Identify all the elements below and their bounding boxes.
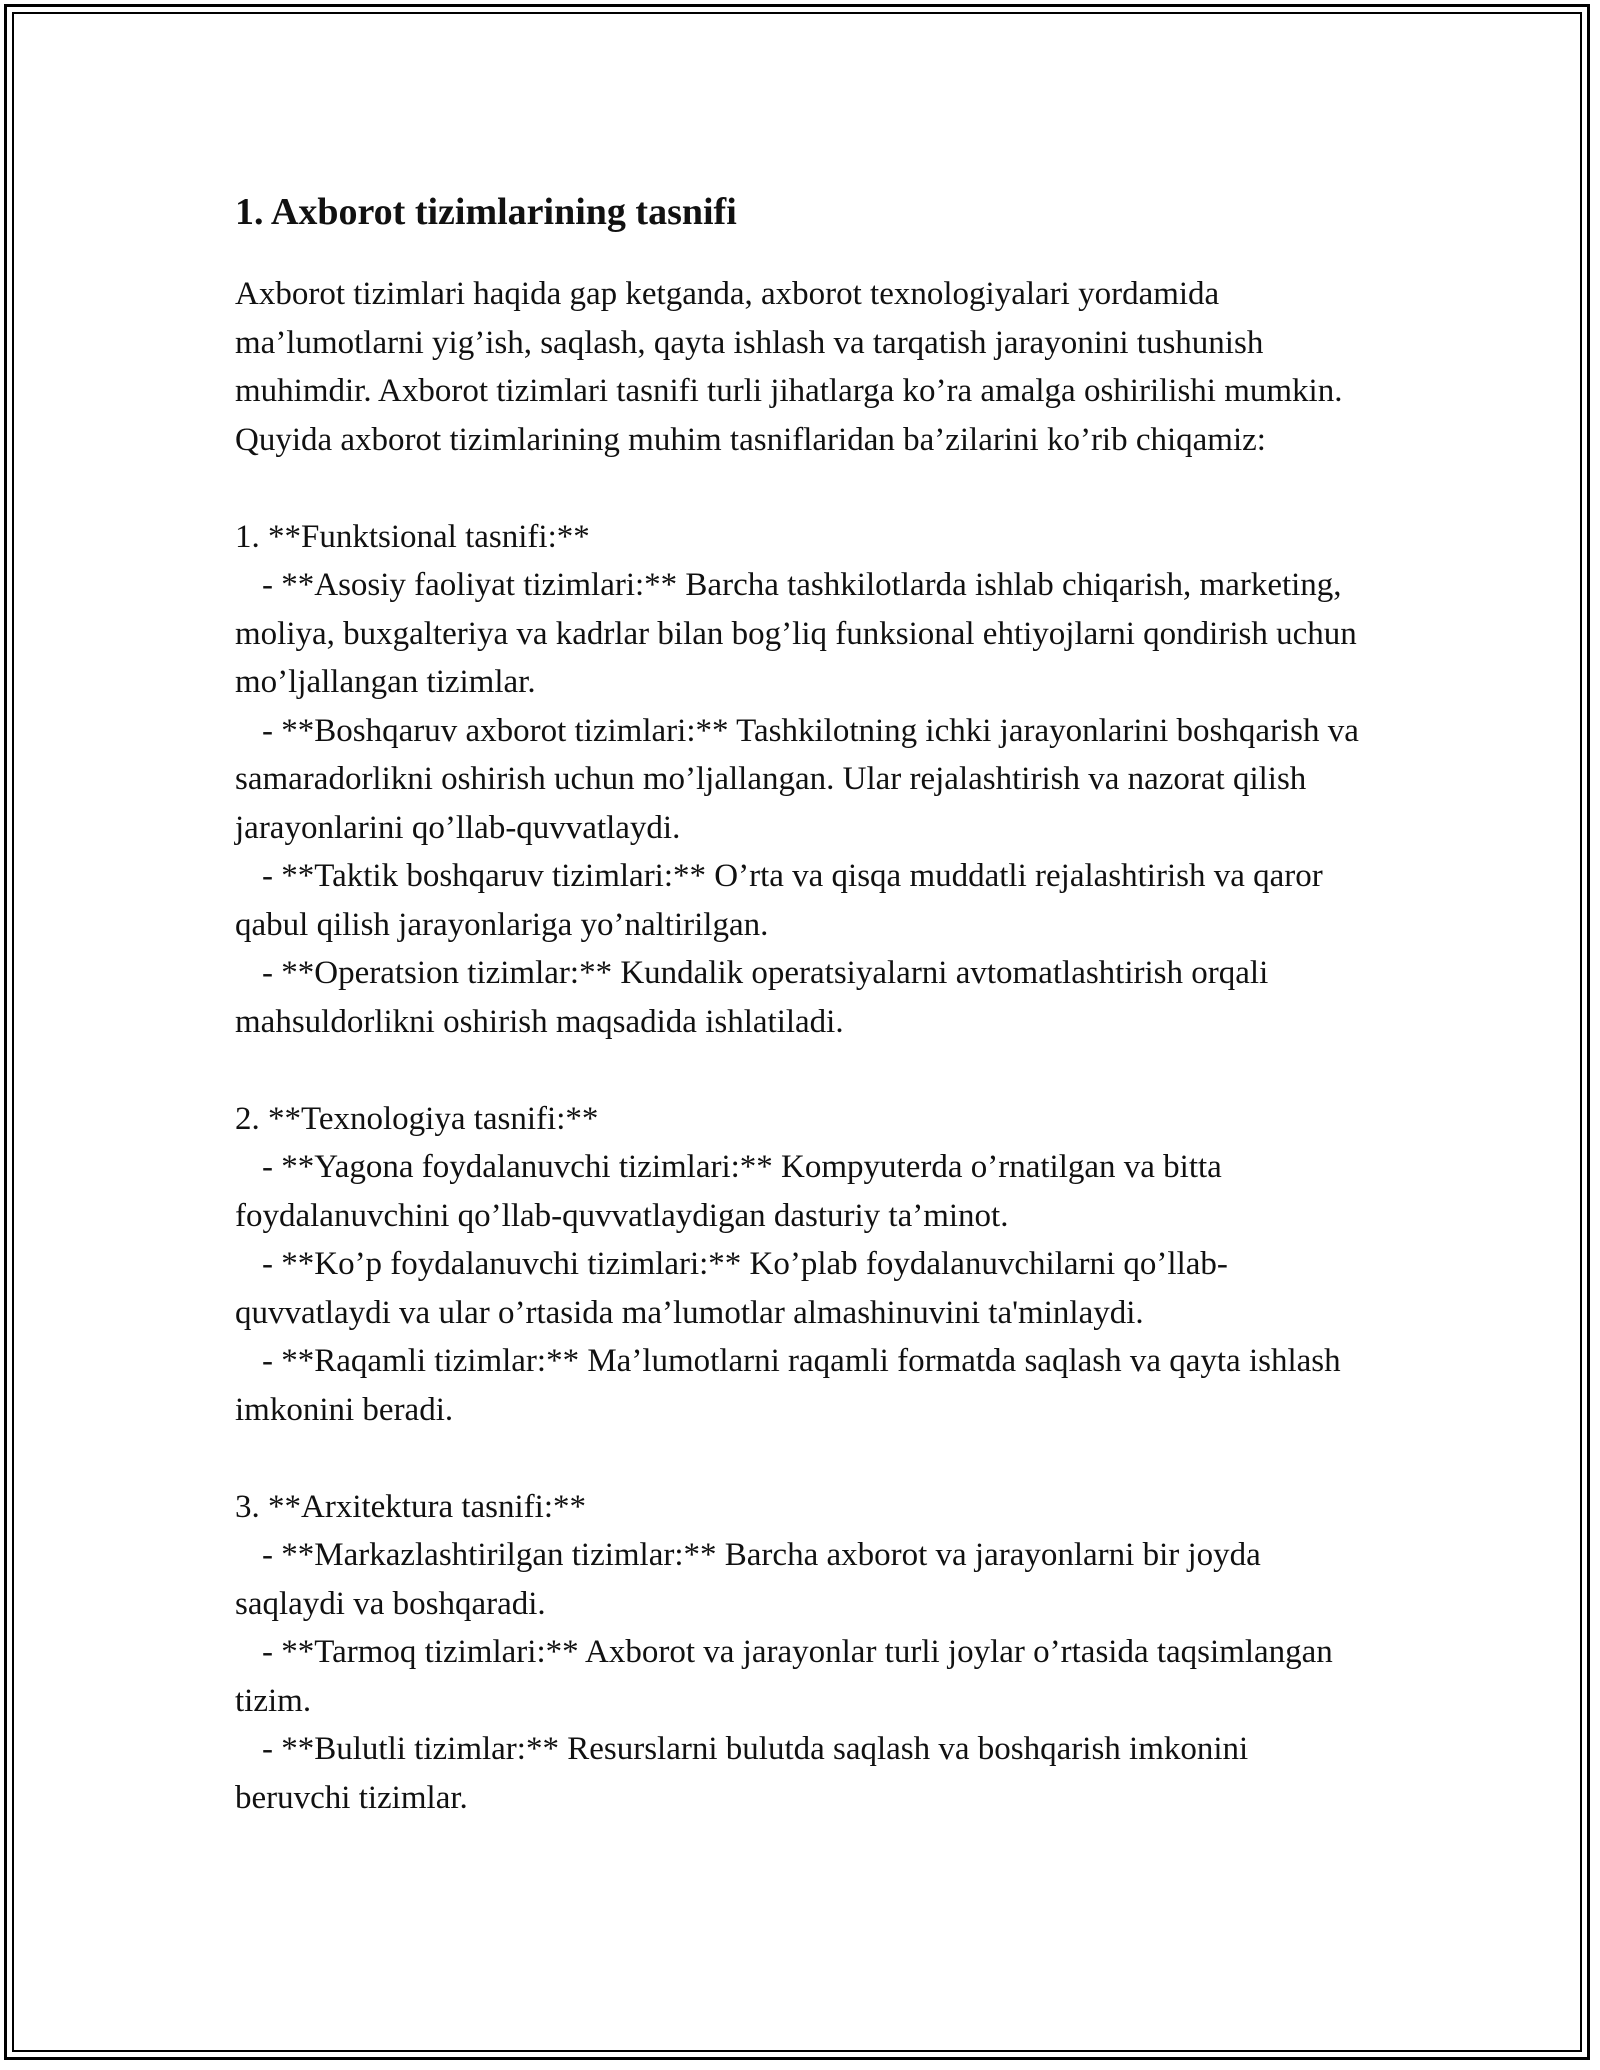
list-item: - **Boshqaruv axborot tizimlari:** Tashkilotning ichki jarayonlarini boshqarish va samaradorlikni oshirish uchun mo’ljallangan. Ular rejalashtirish va nazorat qilish jarayonlarini qo’llab-quvvatlaydi. bbox=[235, 712, 1368, 846]
list-item: - **Operatsion tizimlar:** Kundalik operatsiyalarni avtomatlashtirish orqali mahsuldorlikni oshirish maqsadida ishlatiladi. bbox=[235, 955, 1277, 1040]
section-heading: 3. **Arxitektura tasnifi:** bbox=[235, 1488, 587, 1525]
section-heading: 2. **Texnologiya tasnifi:** bbox=[235, 1100, 599, 1137]
document-body bbox=[235, 188, 1368, 1822]
section-heading: 1. **Funktsional tasnifi:** bbox=[235, 518, 590, 555]
list-item: - **Ko’p foydalanuvchi tizimlari:** Ko’plab foydalanuvchilarni qo’llab-quvvatlaydi va ular o’rtasida ma’lumotlar almashinuvini ta'minlaydi. bbox=[235, 1246, 1228, 1331]
document-title: 1. Axborot tizimlarining tasnifi bbox=[235, 191, 737, 233]
section-functional bbox=[235, 513, 1368, 1047]
list-item: - **Tarmoq tizimlari:** Axborot va jarayonlar turli joylar o’rtasida taqsimlangan tizim. bbox=[235, 1634, 1342, 1719]
list-item: - **Yagona foydalanuvchi tizimlari:** Kompyuterda o’rnatilgan va bitta foydalanuvchini qo’llab-quvvatlaydigan dasturiy ta’minot. bbox=[235, 1149, 1231, 1234]
list-item: - **Markazlashtirilgan tizimlar:** Barcha axborot va jarayonlarni bir joyda saqlaydi va boshqaradi. bbox=[235, 1537, 1270, 1622]
spacer bbox=[235, 1046, 1365, 1095]
list-item: - **Raqamli tizimlar:** Ma’lumotlarni raqamli formatda saqlash va qayta ishlash imkonini beradi. bbox=[235, 1343, 1349, 1428]
section-architecture bbox=[235, 1483, 1365, 1823]
list-item: - **Taktik boshqaruv tizimlari:** O’rta va qisqa muddatli rejalashtirish va qaror qabul qilish jarayonlariga yo’naltirilgan. bbox=[235, 858, 1331, 943]
list-item: - **Bulutli tizimlar:** Resurslarni bulutda saqlash va boshqarish imkonini beruvchi tizimlar. bbox=[235, 1731, 1257, 1816]
intro-paragraph: Axborot tizimlari haqida gap ketganda, axborot texnologiyalari yordamida ma’lumotlarni yig’ish, saqlash, qayta ishlash va tarqatish jarayonini tushunish muhimdir. Axborot tizimlari tasnifi turli jihatlarga ko’ra amalga oshirilishi mumkin. Quyida axborot tizimlarining muhim tasniflaridan ba’zilarini ko’rib chiqamiz: bbox=[235, 276, 1343, 458]
spacer bbox=[235, 464, 1365, 513]
spacer bbox=[235, 1434, 1365, 1483]
list-item: - **Asosiy faoliyat tizimlari:** Barcha tashkilotlarda ishlab chiqarish, marketing, moliya, buxgalteriya va kadrlar bilan bog’liq funksional ehtiyojlarni qondirish uchun mo’ljallangan tizimlar. bbox=[235, 567, 1365, 700]
section-technology bbox=[235, 1095, 1365, 1435]
